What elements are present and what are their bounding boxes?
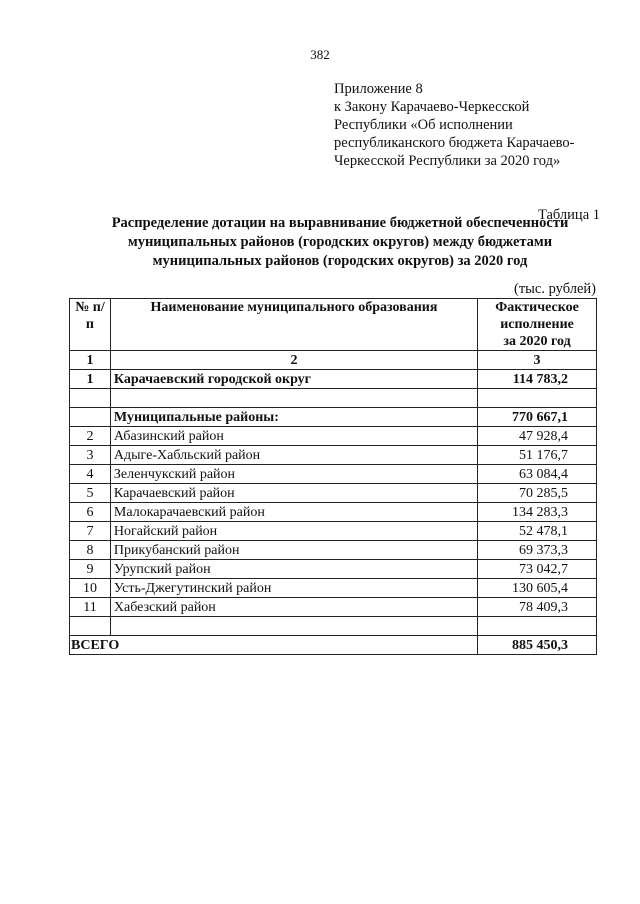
row-amount: 51 176,7 — [478, 446, 597, 465]
row-amount: 114 783,2 — [478, 370, 597, 389]
row-name: Хабезский район — [110, 598, 477, 617]
table-row — [70, 484, 597, 503]
districts-subtotal-row — [70, 408, 597, 427]
row-number: 10 — [70, 579, 111, 598]
appendix-line: Республики «Об исполнении — [334, 117, 513, 133]
row-name: Ногайский район — [110, 522, 477, 541]
page-number: 382 — [310, 47, 330, 62]
row-amount: 134 283,3 — [478, 503, 597, 522]
column-number-row — [70, 351, 597, 370]
header-amount-line: исполнение — [500, 317, 574, 332]
column-number: 3 — [478, 351, 597, 370]
total-row — [70, 636, 597, 655]
empty-row — [70, 389, 597, 408]
header-name: Наименование муниципального образования — [110, 299, 477, 351]
appendix-line: Черкесской Республики за 2020 год» — [334, 153, 561, 169]
row-number: 9 — [70, 560, 111, 579]
city-row — [70, 370, 597, 389]
row-number: 8 — [70, 541, 111, 560]
column-number: 2 — [110, 351, 477, 370]
row-number: 7 — [70, 522, 111, 541]
title-line: муниципальных районов (городских округов) между бюджетами — [127, 234, 553, 250]
row-amount: 770 667,1 — [478, 408, 597, 427]
row-number: 11 — [70, 598, 111, 617]
empty-row — [70, 617, 597, 636]
title-line: муниципальных районов (городских округов) за 2020 год — [152, 253, 528, 269]
title-line: Распределение дотации на выравнивание бюджетной обеспеченности — [111, 215, 569, 231]
column-number: 1 — [70, 351, 111, 370]
table-row — [70, 598, 597, 617]
row-number: 2 — [70, 427, 111, 446]
row-amount: 52 478,1 — [478, 522, 597, 541]
units-label: (тыс. рублей) — [514, 281, 596, 297]
header-number: № п/п — [70, 299, 111, 351]
row-name: Усть-Джегутинский район — [110, 579, 477, 598]
appendix-line: Приложение 8 — [334, 81, 423, 97]
row-amount: 70 285,5 — [478, 484, 597, 503]
row-name: Карачаевский район — [110, 484, 477, 503]
row-number: 5 — [70, 484, 111, 503]
appendix-line: к Закону Карачаево-Черкесской — [334, 99, 530, 115]
table-label: Таблица 1 — [537, 207, 600, 223]
total-label: ВСЕГО — [70, 636, 478, 655]
table-row — [70, 446, 597, 465]
row-amount: 78 409,3 — [478, 598, 597, 617]
header-amount-line: за 2020 год — [503, 334, 571, 349]
header-amount — [478, 299, 597, 351]
row-number: 3 — [70, 446, 111, 465]
table-row — [70, 560, 597, 579]
row-amount: 73 042,7 — [478, 560, 597, 579]
table-row — [70, 541, 597, 560]
row-name: Карачаевский городской округ — [110, 370, 477, 389]
row-name: Адыге-Хабльский район — [110, 446, 477, 465]
row-name: Малокарачаевский район — [110, 503, 477, 522]
table-row — [70, 427, 597, 446]
appendix-note — [334, 80, 634, 170]
table-row — [70, 579, 597, 598]
row-name: Прикубанский район — [110, 541, 477, 560]
document-title — [60, 214, 620, 271]
row-number: 6 — [70, 503, 111, 522]
row-name: Муниципальные районы: — [110, 408, 477, 427]
header-amount-line: Фактическое — [495, 300, 579, 315]
row-amount: 63 084,4 — [478, 465, 597, 484]
table-header-row — [70, 299, 597, 351]
appendix-line: республиканского бюджета Карачаево- — [334, 135, 575, 151]
row-number: 4 — [70, 465, 111, 484]
row-name: Абазинский район — [110, 427, 477, 446]
total-amount: 885 450,3 — [478, 636, 597, 655]
row-number: 1 — [70, 370, 111, 389]
row-name: Урупский район — [110, 560, 477, 579]
row-name: Зеленчукский район — [110, 465, 477, 484]
row-amount: 130 605,4 — [478, 579, 597, 598]
distribution-table — [69, 298, 597, 655]
table-row — [70, 522, 597, 541]
row-amount: 47 928,4 — [478, 427, 597, 446]
table-row — [70, 465, 597, 484]
table-row — [70, 503, 597, 522]
row-amount: 69 373,3 — [478, 541, 597, 560]
